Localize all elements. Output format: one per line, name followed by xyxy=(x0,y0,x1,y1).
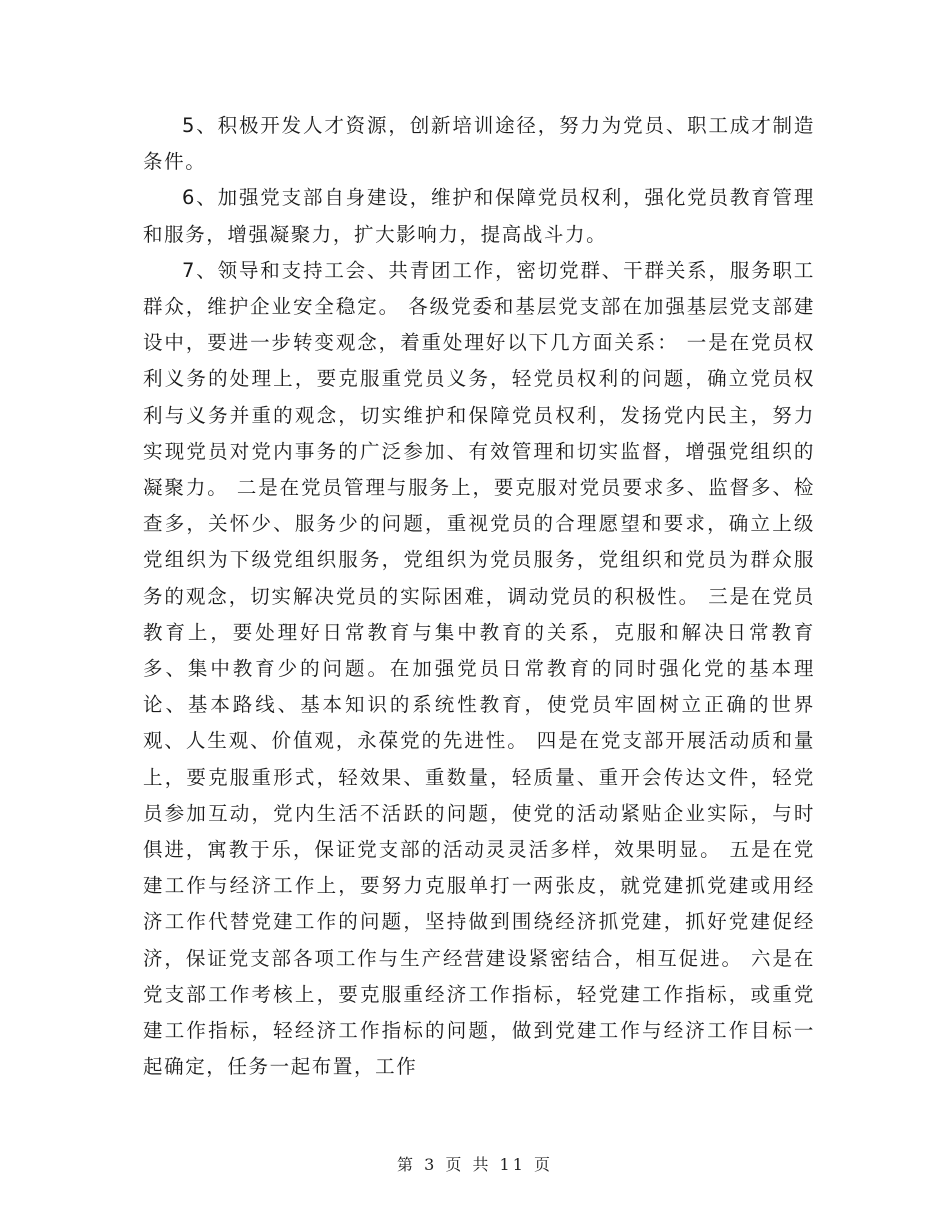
page-footer: 第 3 页 共 11 页 xyxy=(397,1155,553,1174)
paragraph-7: 7、领导和支持工会、共青团工作，密切党群、干群关系，服务职工群众，维护企业安全稳定。 各级党委和基层党支部在加强基层党支部建设中，要进一步转变观念，着重处理好以下几方面关系： 一是在党员权利义务的处理上，要克服重党员义务，轻党员权利的问题，确立党员权利与义务并重的观念，切实维护和保障党员权利，发扬党内民主，努力实现党员对党内事务的广泛参加、有效管理和切实监督，增强党组织的凝聚力。 二是在党员管理与服务上，要克服对党员要求多、监督多、检查多，关怀少、服务少的问题，重视党员的合理愿望和要求，确立上级党组织为下级党组织服务，党组织为党员服务，党组织和党员为群众服务的观念，切实解决党员的实际困难，调动党员的积极性。 三是在党员教育上，要处理好日常教育与集中教育的关系，克服和解决日常教育多、集中教育少的问题。在加强党员日常教育的同时强化党的基本理论、基本路线、基本知识的系统性教育，使党员牢固树立正确的世界观、人生观、价值观，永葆党的先进性。 四是在党支部开展活动质和量上，要克服重形式，轻效果、重数量，轻质量、重开会传达文件，轻党员参加互动，党内生活不活跃的问题，使党的活动紧贴企业实际，与时俱进，寓教于乐，保证党支部的活动灵灵活多样，效果明显。 五是在党建工作与经济工作上，要努力克服单打一两张皮，就党建抓党建或用经济工作代替党建工作的问题，坚持做到围绕经济抓党建，抓好党建促经济，保证党支部各项工作与生产经营建设紧密结合，相互促进。 六是在党支部工作考核上，要克服重经济工作指标，轻党建工作指标，或重党建工作指标，轻经济工作指标的问题，做到党建工作与经济工作目标一起确定，任务一起布置，工作 xyxy=(143,258,815,1079)
paragraph-5: 5、积极开发人才资源，创新培训途径，努力为党员、职工成才制造条件。 xyxy=(143,114,815,174)
document-body xyxy=(143,108,815,1085)
paragraph-6: 6、加强党支部自身建设，维护和保障党员权利，强化党员教育管理和服务，增强凝聚力，扩大影响力，提高战斗力。 xyxy=(143,186,815,246)
